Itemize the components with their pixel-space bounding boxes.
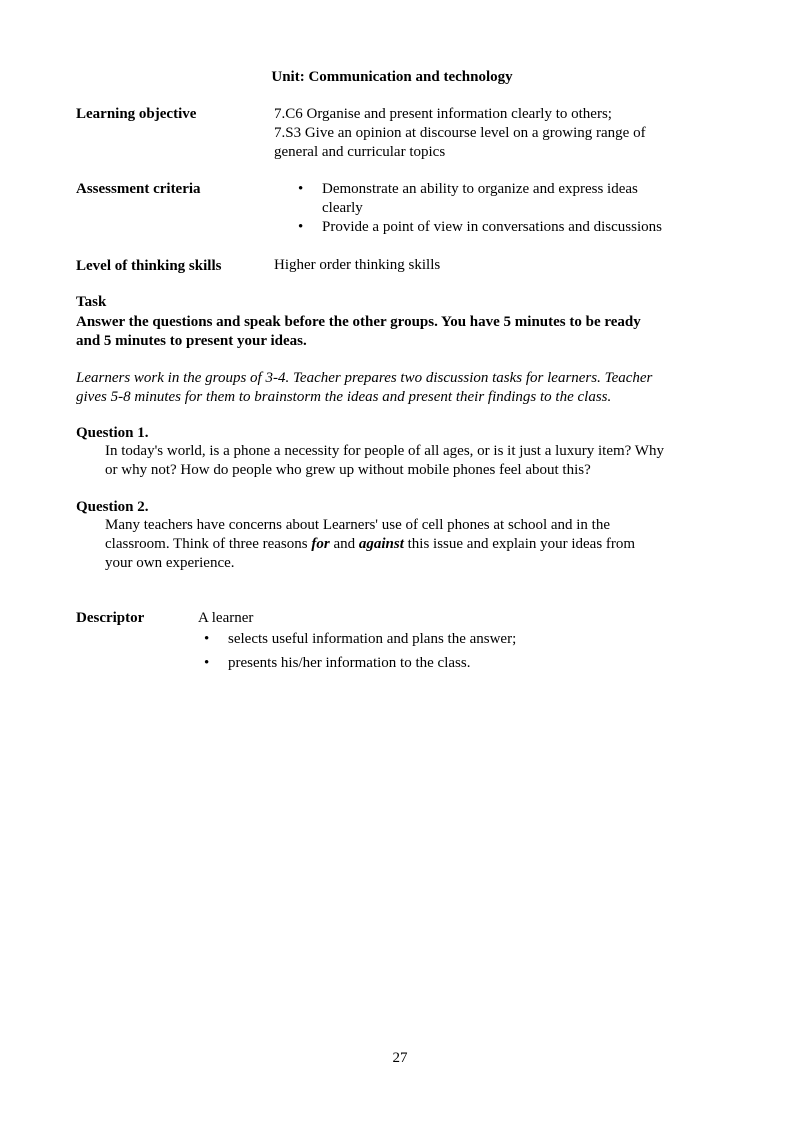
criteria-item-line: Provide a point of view in conversations and discussions bbox=[322, 219, 662, 235]
descriptor-item-text: selects useful information and plans the answer; bbox=[228, 631, 517, 647]
page-number: 27 bbox=[392, 1050, 408, 1066]
criteria-item bbox=[298, 218, 718, 237]
descriptor-list bbox=[204, 630, 684, 673]
criteria-item-line: Demonstrate an ability to organize and express ideas bbox=[322, 181, 638, 197]
learning-objective-label: Learning objective bbox=[76, 106, 197, 122]
thinking-skills-label: Level of thinking skills bbox=[76, 258, 222, 274]
question2-text-segment: this issue and explain your ideas from bbox=[403, 536, 636, 552]
descriptor-item-text: presents his/her information to the class. bbox=[228, 655, 471, 671]
descriptor-item bbox=[204, 654, 684, 673]
learning-objective-text bbox=[274, 105, 714, 162]
task-instruction bbox=[76, 313, 736, 351]
unit-title: Unit: Communication and technology bbox=[271, 69, 513, 85]
criteria-item bbox=[298, 180, 718, 218]
question2-text-segment: and bbox=[329, 536, 359, 552]
descriptor-label: Descriptor bbox=[76, 610, 145, 626]
emphasis-for: for bbox=[311, 536, 330, 552]
learning-objective-line: 7.S3 Give an opinion at discourse level on a growing range of bbox=[274, 125, 646, 141]
task-heading: Task bbox=[76, 294, 107, 310]
question1-text bbox=[105, 442, 715, 480]
question2-line bbox=[105, 535, 715, 554]
question2-line: Many teachers have concerns about Learners' use of cell phones at school and in the bbox=[105, 517, 611, 533]
question1-line: or why not? How do people who grew up without mobile phones feel about this? bbox=[105, 462, 591, 478]
bullet-icon: • bbox=[204, 631, 210, 647]
question2-line: your own experience. bbox=[105, 555, 235, 571]
bullet-icon: • bbox=[204, 655, 210, 671]
thinking-skills-value: Higher order thinking skills bbox=[274, 257, 441, 273]
assessment-criteria-list bbox=[298, 180, 718, 237]
learning-objective-line: 7.C6 Organise and present information clearly to others; bbox=[274, 106, 612, 122]
task-note-line: Learners work in the groups of 3-4. Teacher prepares two discussion tasks for learners. Teacher bbox=[76, 370, 653, 386]
task-note-line: gives 5-8 minutes for them to brainstorm the ideas and present their findings to the class. bbox=[76, 389, 612, 405]
task-instruction-line: and 5 minutes to present your ideas. bbox=[76, 333, 307, 349]
question2-text bbox=[105, 516, 715, 573]
task-note bbox=[76, 369, 736, 407]
bullet-icon: • bbox=[298, 219, 304, 235]
descriptor-intro: A learner bbox=[198, 610, 254, 626]
task-instruction-line: Answer the questions and speak before the other groups. You have 5 minutes to be ready bbox=[76, 314, 641, 330]
bullet-icon: • bbox=[298, 181, 304, 197]
question2-text-segment: classroom. Think of three reasons bbox=[105, 536, 312, 552]
question2-heading: Question 2. bbox=[76, 499, 149, 515]
descriptor-item bbox=[204, 630, 684, 649]
question1-heading: Question 1. bbox=[76, 425, 149, 441]
assessment-criteria-label: Assessment criteria bbox=[76, 181, 201, 197]
criteria-item-line: clearly bbox=[322, 200, 363, 216]
learning-objective-line: general and curricular topics bbox=[274, 144, 446, 160]
emphasis-against: against bbox=[358, 536, 404, 552]
question1-line: In today's world, is a phone a necessity for people of all ages, or is it just a luxury item? Why bbox=[105, 443, 664, 459]
